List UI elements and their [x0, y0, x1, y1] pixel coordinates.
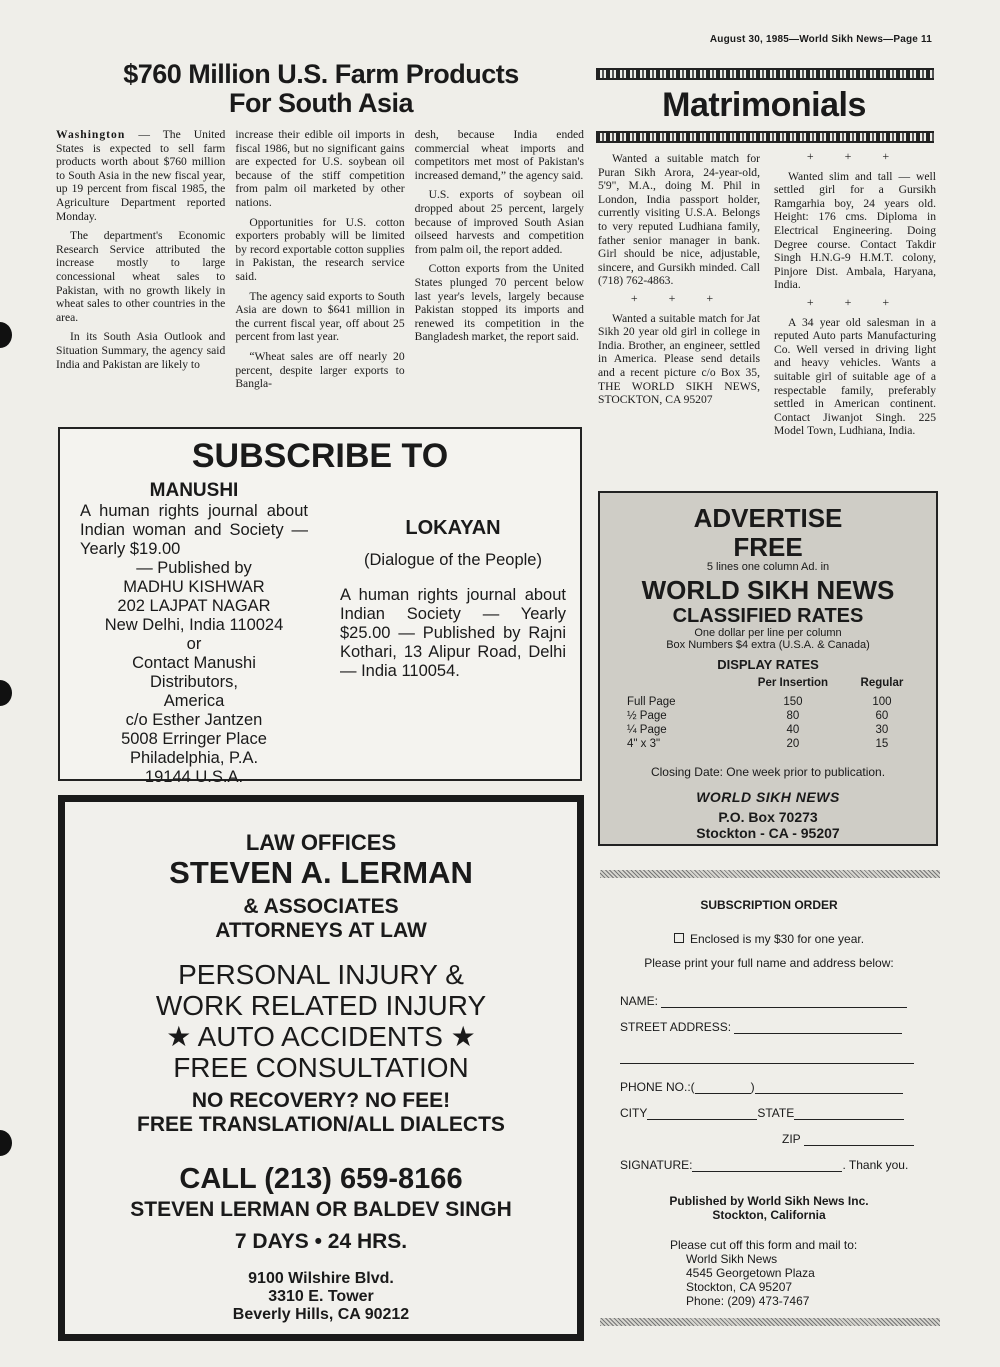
- article-paragraph: The department's Economic Research Service attributed the increase mostly to large concessional wheat sales to Pakistan, with no growth likely in wheat sales to other countries in the area.: [56, 229, 226, 324]
- stipple-border-top: [600, 870, 940, 878]
- enclosed-row: [598, 932, 940, 946]
- col-per-insertion: Per Insertion: [757, 677, 829, 689]
- firm-name: STEVEN A. LERMAN: [169, 855, 473, 890]
- manushi-line: Distributors,: [149, 673, 239, 691]
- ad-separator: + + +: [806, 149, 904, 163]
- manushi-line: 5008 Erringer Place: [121, 730, 267, 748]
- lokayan-description: A human rights journal about Indian Society — Yearly $25.00 — Published by Rajni Kothari, 13 Alipur Road, Delhi — India 110054.: [340, 586, 566, 680]
- phone-field[interactable]: [755, 1081, 903, 1094]
- paper-name: WORLD SIKH NEWS: [641, 575, 895, 605]
- matrimonials-heading: Matrimonials: [662, 86, 866, 124]
- subscribe-heading: SUBSCRIBE TO: [191, 437, 449, 475]
- article-paragraph: desh, because India ended commercial wheat imports and competitors met most of Pakistan's increased demand,” the agency said.: [414, 128, 584, 182]
- classified-rates-heading: CLASSIFIED RATES: [672, 605, 864, 627]
- publisher-city: Stockton, California: [712, 1208, 826, 1222]
- matrimonial-ad: Wanted a suitable match for Puran Sikh Arora, 24-year-old, 5'9", M.A., doing M. Phil in London, India passport holder, currently visiting U.S.A. Belongs to very reputed Ludhiana family, father senior manager in bank. Girl should be nice, adjustable, sincere, and Gursikh minded. Call (718) 762-4863.: [598, 152, 760, 288]
- service-auto-accidents: ★ AUTO ACCIDENTS ★: [166, 1021, 476, 1052]
- advertise-heading: ADVERTISE: [693, 503, 843, 533]
- lokayan-block: [340, 515, 566, 681]
- order-title: SUBSCRIPTION ORDER: [700, 898, 838, 912]
- article-paragraph: U.S. exports of soybean oil dropped about 25 percent, largely because of improved South Asian oilseed harvests and competition from palm oil, the report added.: [414, 188, 584, 256]
- advertise-box: [598, 491, 938, 846]
- col-regular: Regular: [860, 677, 904, 689]
- manushi-line: Philadelphia, P.A.: [129, 749, 259, 767]
- signature-field[interactable]: [692, 1159, 842, 1172]
- mail-address-line: Stockton, CA 95207: [686, 1280, 793, 1294]
- binding-hole: [0, 680, 12, 706]
- phone-number: CALL (213) 659-8166: [179, 1163, 463, 1195]
- manushi-line: Contact Manushi: [132, 654, 256, 672]
- name-field[interactable]: [661, 995, 907, 1008]
- street-field-2[interactable]: [620, 1051, 914, 1064]
- matrimonial-ad: A 34 year old salesman in a reputed Auto parts Manufacturing Co. Well versed in driving light and heavy vehicles. Wants a suitable girl of suitable age of a respectable family, preferably settled in American continent. Contact Jiwanjot Singh. 225 Model Town, Ludhiana, India.: [774, 315, 936, 438]
- contact-names: STEVEN LERMAN OR BALDEV SINGH: [130, 1198, 512, 1221]
- dateline: Washington: [56, 128, 126, 141]
- headline-line-1: $760 Million U.S. Farm Products: [123, 59, 519, 89]
- mail-address-line: World Sikh News: [686, 1252, 778, 1266]
- lokayan-subtitle: (Dialogue of the People): [364, 551, 542, 569]
- rates-row: Full Page 150 100: [627, 696, 892, 708]
- address-line: Beverly Hills, CA 90212: [232, 1306, 410, 1323]
- headline-line-2: For South Asia: [228, 88, 413, 118]
- manushi-line: America: [163, 692, 225, 710]
- ad-separator: + + +: [630, 290, 728, 305]
- rates-row: ¼ Page 40 30: [627, 724, 889, 736]
- law-offices-label: LAW OFFICES: [245, 830, 397, 855]
- rate-line: One dollar per line per column: [694, 627, 842, 639]
- city-state-row: CITY STATE: [620, 1106, 940, 1120]
- article-paragraph: Washington — The United States is expected to sell farm products worth about $760 million to South Asia in the new fiscal year, up 19 percent from fiscal 1985, the Agriculture Department reported Monday.: [56, 128, 226, 223]
- print-instruction: Please print your full name and address below:: [644, 956, 894, 970]
- matrimonials-column-right: [774, 148, 936, 442]
- display-rates-heading: DISPLAY RATES: [717, 657, 819, 672]
- manushi-title: MANUSHI: [149, 480, 239, 501]
- matrimonial-ad: Wanted slim and tall — well settled girl for a Gursikh Ramgarhia boy, 24 years old. Height: 176 cms. Diploma in Electrical Engineering. Doing Degree course. Contact Takdir Singh H.N.G-9 H.M.T. colony, Pinjore Dist. Ambala, Haryana, India.: [774, 169, 936, 292]
- no-fee-line: NO RECOVERY? NO FEE!: [191, 1089, 451, 1112]
- state-field[interactable]: [794, 1107, 904, 1120]
- ornament-border-bottom: [596, 131, 934, 143]
- matrimonials-column-left: [598, 152, 760, 411]
- phone-area-field[interactable]: [695, 1081, 751, 1094]
- manushi-line: — Published by: [136, 559, 252, 577]
- address-line: 9100 Wilshire Blvd.: [248, 1270, 394, 1287]
- mail-address-line: Phone: (209) 473-7467: [686, 1294, 810, 1308]
- phone-row: PHONE NO.:( ): [620, 1080, 940, 1094]
- subscription-order-form: [598, 870, 940, 1330]
- advertise-note: 5 lines one column Ad. in: [706, 561, 830, 573]
- article-paragraph: Cotton exports from the United States plunged 70 percent below last year's levels, largely because Pakistan stopped its imports and renewed its competition in the Bangladesh market, the report said.: [414, 262, 584, 344]
- po-box: P.O. Box 70273: [718, 809, 818, 825]
- advertise-free: FREE: [733, 532, 803, 562]
- binding-hole: [0, 1130, 12, 1156]
- paper-logo: WORLD SIKH NEWS: [696, 789, 840, 805]
- manushi-block: [80, 479, 308, 787]
- binding-hole: [0, 322, 12, 348]
- enclosed-label: Enclosed is my $30 for one year.: [689, 932, 865, 946]
- manushi-line: c/o Esther Jantzen: [125, 711, 263, 729]
- ornament-border-top: [596, 68, 934, 80]
- page-folio: August 30, 1985—World Sikh News—Page 11: [709, 34, 932, 45]
- firm-associates: & ASSOCIATES: [243, 895, 399, 918]
- article-headline: [60, 60, 582, 118]
- article-body: [56, 128, 584, 397]
- ad-separator: + + +: [806, 294, 904, 309]
- zip-field[interactable]: [804, 1133, 914, 1146]
- article-paragraph: “Wheat sales are off nearly 20 percent, despite larger exports to Bangla-: [235, 349, 405, 391]
- matrimonial-ad: Wanted a suitable match for Jat Sikh 20 year old girl in college in India. Brother, an engineer, settled in America. Please send details and a recent picture c/o Box 35, THE WORLD SIKH NEWS, STOCKTON, CA 95207: [598, 311, 760, 407]
- article-column-2: [235, 128, 404, 397]
- enclosed-checkbox[interactable]: [674, 933, 684, 943]
- article-column-3: [415, 128, 584, 397]
- manushi-description: A human rights journal about Indian woman and Society — Yearly $19.00: [80, 502, 308, 558]
- signature-row: SIGNATURE: . Thank you.: [620, 1158, 909, 1172]
- translation-line: FREE TRANSLATION/ALL DIALECTS: [137, 1113, 505, 1136]
- stipple-border-bottom: [600, 1318, 940, 1326]
- city-field[interactable]: [647, 1107, 757, 1120]
- manushi-line: 19144 U.S.A.: [144, 768, 244, 786]
- mail-to-block: [670, 1238, 940, 1308]
- manushi-line: MADHU KISHWAR: [123, 578, 265, 596]
- article-paragraph: Opportunities for U.S. cotton exporters probably will be limited by record exportable cotton supplies in Pakistan, the research service said.: [235, 215, 405, 283]
- service-work-injury: WORK RELATED INJURY: [155, 990, 487, 1021]
- publisher-line: Published by World Sikh News Inc.: [669, 1194, 869, 1208]
- rate-line: Box Numbers $4 extra (U.S.A. & Canada): [666, 639, 870, 651]
- article-paragraph: In its South Asia Outlook and Situation Summary, the agency said India and Pakistan are likely to: [56, 330, 226, 371]
- mail-address-line: 4545 Georgetown Plaza: [686, 1266, 815, 1280]
- rates-row: 4" x 3" 20 15: [627, 738, 889, 750]
- availability: 7 DAYS • 24 HRS.: [234, 1230, 408, 1253]
- address-line: 3310 E. Tower: [268, 1288, 374, 1305]
- free-consultation: FREE CONSULTATION: [173, 1052, 469, 1083]
- street-row: STREET ADDRESS:: [620, 1020, 940, 1034]
- service-personal-injury: PERSONAL INJURY &: [178, 959, 464, 990]
- article-paragraph: increase their edible oil imports in fiscal 1986, but no significant gains are expected for U.S. soybean oil because of the stiff competition from palm oil marketed by other nations.: [235, 128, 405, 209]
- street-field[interactable]: [734, 1021, 902, 1034]
- cut-instruction: Please cut off this form and mail to:: [670, 1238, 858, 1252]
- law-office-ad: [58, 795, 584, 1341]
- advertise-city: Stockton - CA - 95207: [696, 825, 840, 841]
- lokayan-title: LOKAYAN: [405, 517, 501, 539]
- article-column-1: [56, 128, 225, 397]
- manushi-line: New Delhi, India 110024: [104, 616, 284, 634]
- article-paragraph: The agency said exports to South Asia are down to $641 million in the current fiscal year, off about 25 percent from last year.: [235, 289, 405, 344]
- rates-table: [626, 676, 916, 751]
- manushi-line: 202 LAJPAT NAGAR: [117, 597, 271, 615]
- street-row-2: [620, 1046, 940, 1064]
- closing-date: Closing Date: One week prior to publication.: [650, 765, 886, 779]
- rates-row: ½ Page 80 60: [627, 710, 889, 722]
- name-row: NAME:: [620, 994, 940, 1008]
- firm-attorneys: ATTORNEYS AT LAW: [215, 919, 427, 942]
- manushi-line: or: [186, 635, 202, 653]
- subscribe-box: [58, 427, 582, 786]
- zip-row: ZIP: [782, 1132, 940, 1146]
- rates-header-row: [626, 676, 916, 695]
